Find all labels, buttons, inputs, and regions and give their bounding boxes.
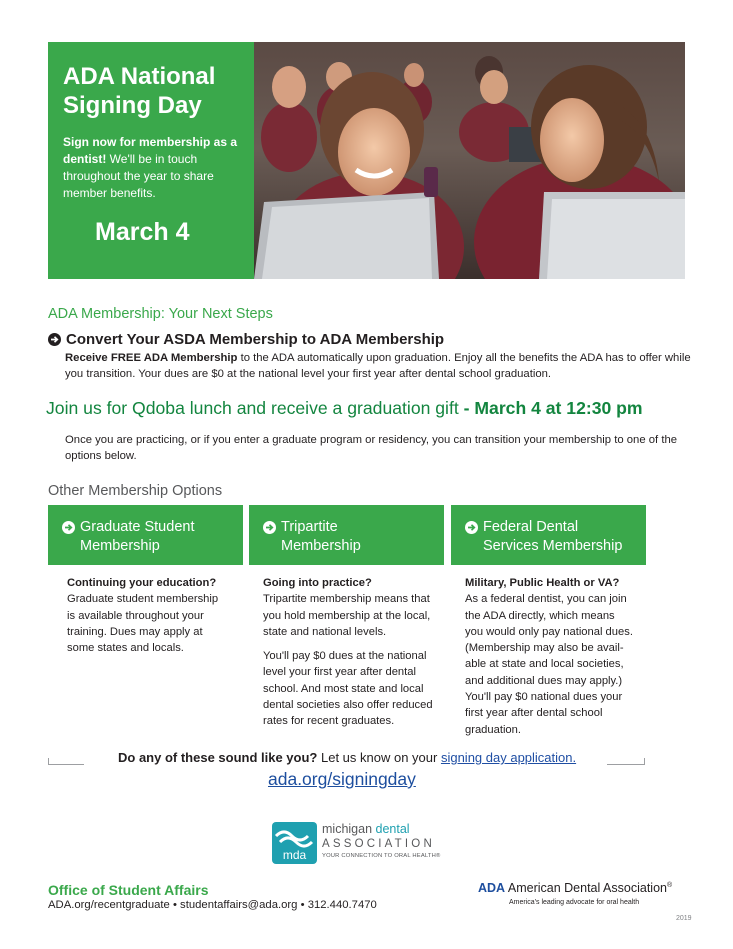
option-lead: Continuing your education?	[67, 577, 217, 589]
option-lead: Going into practice?	[263, 577, 372, 589]
students-at-laptops-photo	[254, 42, 685, 279]
mda-association: ASSOCIATION	[322, 838, 435, 850]
arrow-circle-icon	[465, 521, 478, 534]
mda-logo-icon	[272, 822, 317, 864]
option-body: Graduate student membership is available throughout your training. Dues may apply at some states and locals.	[67, 593, 219, 655]
mda-name: michigan dental	[322, 822, 410, 836]
option-text-federal	[465, 575, 635, 738]
option-lead: Military, Public Health or VA?	[465, 577, 620, 589]
option-title-line2: Membership	[281, 538, 361, 554]
option-body: As a federal dentist, you can join the ADA directly, which means you would only pay national dues. (Membership may also be avail-able at state and local societies, and additional dues may apply.) You'll pay $0 national dues your first year after dental school graduation.	[465, 593, 633, 736]
arrow-circle-icon	[48, 333, 61, 346]
option-title-line1: Tripartite	[281, 519, 338, 535]
option-graduate-student	[48, 505, 243, 565]
cta-prompt: Do any of these sound like you? Let us know on your signing day application.	[118, 750, 577, 765]
option-tripartite	[249, 505, 444, 565]
year-label: 2019	[676, 915, 692, 922]
option-text-tripartite	[263, 575, 435, 738]
office-title: Office of Student Affairs	[48, 882, 209, 898]
option-text-graduate	[67, 575, 227, 656]
event-announcement: Join us for Qdoba lunch and receive a graduation gift - March 4 at 12:30 pm	[46, 398, 643, 418]
option-federal	[451, 505, 646, 565]
convert-title: Convert Your ASDA Membership to ADA Membership	[66, 331, 445, 348]
option-title-line1: Graduate Student	[80, 519, 195, 535]
mda-mark: mda	[282, 848, 307, 862]
option-body: Tripartite membership means that you hold membership at the local, state and national levels.	[263, 593, 431, 638]
signing-day-url-link[interactable]: ada.org/signingday	[268, 769, 416, 789]
arrow-circle-icon	[62, 521, 75, 534]
signing-day-application-link[interactable]: signing day application.	[440, 750, 577, 765]
divider-left	[48, 764, 84, 765]
divider-tick	[644, 758, 645, 764]
mda-tagline: YOUR CONNECTION TO ORAL HEALTH®	[322, 853, 441, 859]
option-body-2: You'll pay $0 dues at the national level your first year after dental school. And most state and local dental societies also offer reduced rates for recent graduates.	[263, 650, 433, 728]
next-steps-heading: ADA Membership: Your Next Steps	[48, 306, 273, 322]
transition-text: Once you are practicing, or if you enter a graduate program or residency, you can transition your membership to one of the options below.	[65, 434, 678, 462]
option-title-line2: Membership	[80, 538, 160, 554]
hero-subtitle: Sign now for membership as a dentist! We'll be in touch throughout the year to share member benefits.	[63, 135, 238, 200]
arrow-circle-icon	[263, 521, 276, 534]
hero-panel	[48, 42, 254, 279]
convert-body: Receive FREE ADA Membership to the ADA automatically upon graduation. Enjoy all the benefits the ADA has to offer while you transition. Your dues are $0 at the national level your first year after dental school graduation.	[65, 352, 691, 380]
ada-logo: ADA American Dental Association®	[478, 881, 673, 895]
option-title-line2: Services Membership	[483, 538, 623, 554]
ada-tagline: America's leading advocate for oral health	[509, 899, 640, 906]
convert-heading	[48, 331, 688, 348]
option-title-line1: Federal Dental	[483, 519, 579, 535]
hero-date: March 4	[95, 218, 190, 246]
other-options-heading: Other Membership Options	[48, 483, 223, 499]
hero-title: ADA National Signing Day	[63, 63, 216, 119]
divider-right	[607, 764, 645, 765]
office-contact: ADA.org/recentgraduate • studentaffairs@ada.org • 312.440.7470	[48, 899, 377, 911]
